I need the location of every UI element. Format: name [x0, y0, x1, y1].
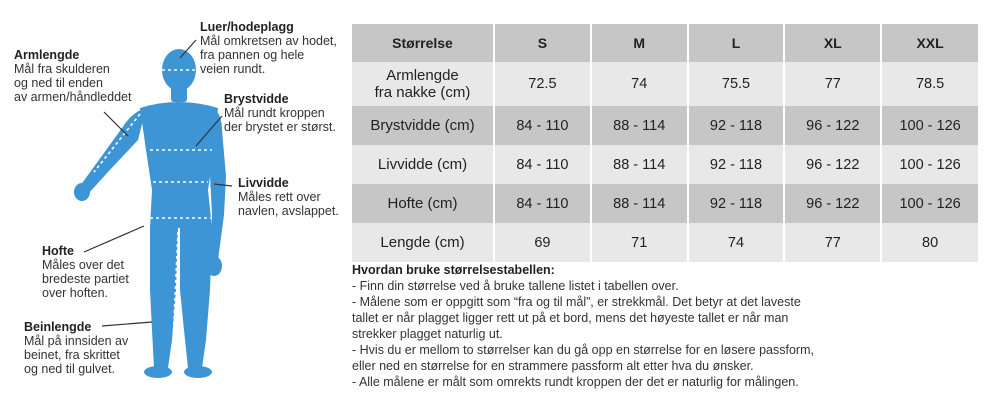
callout-armlengde-desc: Mål fra skulderen og ned til enden av armen/håndleddet — [14, 62, 132, 104]
table-cell: 96 - 122 — [784, 184, 881, 223]
callout-brystvidde-desc: Mål rundt kroppen der brystet er størst. — [224, 106, 336, 134]
table-cell: 77 — [784, 223, 881, 262]
table-cell: 80 — [881, 223, 978, 262]
callout-beinlengde-title: Beinlengde — [24, 320, 92, 334]
table-cell: 84 - 110 — [494, 145, 591, 184]
callout-brystvidde-title: Brystvidde — [224, 92, 289, 106]
table-cell: 92 - 118 — [688, 145, 785, 184]
callout-beinlengde — [24, 320, 128, 376]
size-table-header-row — [352, 24, 978, 62]
header-cell: M — [591, 24, 688, 62]
table-cell: 92 - 118 — [688, 106, 785, 145]
table-cell: 69 — [494, 223, 591, 262]
guide-line: tallet er når plagget ligger rett ut på et bord, mens det høyeste tallet er når man — [352, 311, 789, 325]
table-cell: 100 - 126 — [881, 145, 978, 184]
header-cell: S — [494, 24, 591, 62]
header-cell: L — [688, 24, 785, 62]
callout-beinlengde-desc: Mål på innsiden av beinet, fra skrittet og ned til gulvet. — [24, 334, 129, 376]
table-cell: 74 — [591, 62, 688, 106]
callout-luer — [200, 20, 337, 76]
table-cell: 88 - 114 — [591, 106, 688, 145]
callout-brystvidde — [224, 92, 336, 134]
table-row — [352, 106, 978, 145]
guide-line: - Hvis du er mellom to størrelser kan du gå opp en størrelse for en løsere passform, — [352, 343, 814, 357]
callout-hofte — [42, 244, 129, 300]
callout-armlengde-title: Armlengde — [14, 48, 80, 62]
table-cell: 84 - 110 — [494, 106, 591, 145]
guide-line: strekker plagget naturlig ut. — [352, 327, 503, 341]
table-row — [352, 184, 978, 223]
guide-line: eller ned en størrelse for en strammere passform alt etter hva du ønsker. — [352, 359, 754, 373]
callout-livvidde-title: Livvidde — [238, 176, 289, 190]
table-row — [352, 223, 978, 262]
callout-luer-title: Luer/hodeplagg — [200, 20, 294, 34]
guide-title: Hvordan bruke størrelsestabellen: — [352, 263, 555, 277]
table-row — [352, 145, 978, 184]
callout-hofte-title: Hofte — [42, 244, 74, 258]
guide-line: - Finn din størrelse ved å bruke tallene listet i tabellen over. — [352, 279, 679, 293]
callout-luer-desc: Mål omkretsen av hodet, fra pannen og hele veien rundt. — [200, 34, 337, 76]
row-label: Lengde (cm) — [352, 223, 494, 262]
size-guide-text — [352, 262, 982, 390]
table-cell: 75.5 — [688, 62, 785, 106]
guide-line: - Målene som er oppgitt som “fra og til mål”, er strekkmål. Det betyr at det laveste — [352, 295, 801, 309]
table-cell: 96 - 122 — [784, 106, 881, 145]
row-label: Brystvidde (cm) — [352, 106, 494, 145]
callout-hofte-desc: Måles over det bredeste partiet over hoften. — [42, 258, 129, 300]
measurement-figure — [0, 0, 350, 406]
table-cell: 100 - 126 — [881, 106, 978, 145]
table-cell: 78.5 — [881, 62, 978, 106]
callout-livvidde — [238, 176, 339, 218]
row-label: Hofte (cm) — [352, 184, 494, 223]
header-cell: Størrelse — [352, 24, 494, 62]
table-cell: 74 — [688, 223, 785, 262]
guide-line: - Alle målene er målt som omrekts rundt kroppen der det er naturlig for målingen. — [352, 375, 799, 389]
table-cell: 71 — [591, 223, 688, 262]
table-cell: 88 - 114 — [591, 184, 688, 223]
callout-armlengde — [14, 48, 131, 104]
table-cell: 72.5 — [494, 62, 591, 106]
size-table — [352, 24, 978, 262]
header-cell: XL — [784, 24, 881, 62]
header-cell: XXL — [881, 24, 978, 62]
table-cell: 77 — [784, 62, 881, 106]
table-row — [352, 62, 978, 106]
row-label: Livvidde (cm) — [352, 145, 494, 184]
row-label: Armlengde fra nakke (cm) — [352, 62, 494, 106]
table-cell: 84 - 110 — [494, 184, 591, 223]
table-cell: 88 - 114 — [591, 145, 688, 184]
table-cell: 100 - 126 — [881, 184, 978, 223]
callout-livvidde-desc: Måles rett over navlen, avslappet. — [238, 190, 339, 218]
table-cell: 96 - 122 — [784, 145, 881, 184]
table-cell: 92 - 118 — [688, 184, 785, 223]
